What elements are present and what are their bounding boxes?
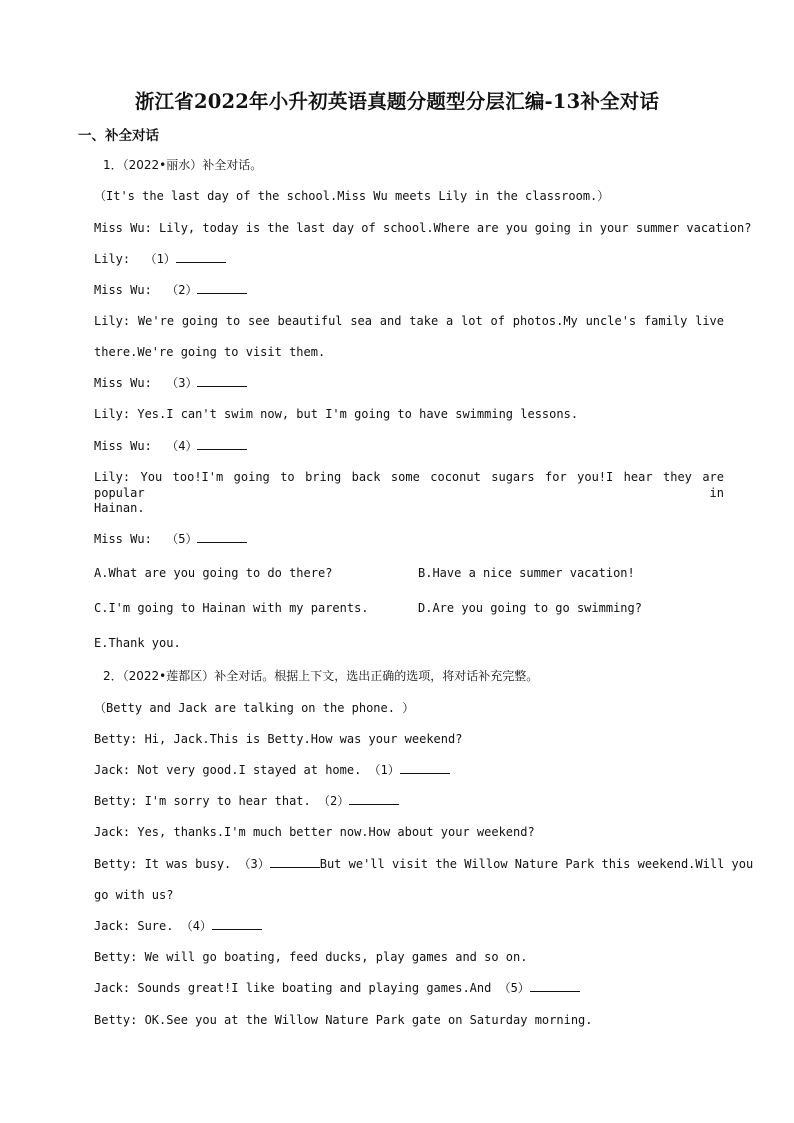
answer-blank[interactable] [400,762,450,774]
q1-option-c: C.I'm going to Hainan with my parents. [94,601,369,615]
section-heading: 一、补全对话 [78,128,159,144]
answer-blank[interactable] [197,438,247,450]
q2-line-3-text: Betty: I'm sorry to hear that. （2） [94,794,350,808]
q1-option-a: A.What are you going to do there? [94,566,333,580]
q2-line-5b: go with us? [94,888,174,902]
q2-line-7: Betty: We will go boating, feed ducks, play games and so on. [94,950,528,964]
q2-line-5a [94,856,754,872]
answer-blank[interactable] [349,793,399,805]
q2-context: （Betty and Jack are talking on the phone. ） [94,701,415,715]
q1-line-2-text: Lily: （1） [94,252,176,266]
q2-line-3 [94,793,724,809]
answer-blank[interactable] [197,531,247,543]
q2-line-8 [94,980,724,996]
q1-line-4b: there.We're going to visit them. [94,345,326,359]
q2-line-5a-text: Betty: It was busy. （3） [94,857,270,871]
q1-line-6: Lily: Yes.I can't swim now, but I'm going to have swimming lessons. [94,407,579,421]
answer-blank[interactable] [197,282,247,294]
q1-line-5-text: Miss Wu: （3） [94,376,198,390]
q1-heading: 1．（2022•丽水）补全对话。 [103,158,263,172]
document-title: 浙江省2022年小升初英语真题分题型分层汇编-13补全对话 [134,90,660,113]
q2-line-9: Betty: OK.See you at the Willow Nature Park gate on Saturday morning. [94,1013,593,1027]
answer-blank[interactable] [197,375,247,387]
q2-line-4: Jack: Yes, thanks.I'm much better now.How about your weekend? [94,825,535,839]
q1-line-3 [94,282,724,298]
q1-line-7-text: Miss Wu: （4） [94,439,198,453]
q1-line-1: Miss Wu: Lily, today is the last day of school.Where are you going in your summer vacation? [94,221,752,235]
answer-blank[interactable] [176,251,226,263]
q1-option-e: E.Thank you. [94,636,181,650]
q1-context: （It's the last day of the school.Miss Wu meets Lily in the classroom.） [94,189,610,203]
q1-line-2 [94,251,724,267]
q2-heading: 2．（2022•莲都区）补全对话。根据上下文，选出正确的选项，将对话补充完整。 [103,669,539,683]
q1-line-7 [94,438,724,454]
q2-line-6-text: Jack: Sure. （4） [94,919,212,933]
q1-option-d: D.Are you going to go swimming? [418,601,642,615]
q1-line-8b: Hainan. [94,501,145,515]
q2-line-8-text: Jack: Sounds great!I like boating and playing games.And （5） [94,981,530,995]
q2-line-2 [94,762,724,778]
q2-line-1: Betty: Hi, Jack.This is Betty.How was your weekend? [94,732,463,746]
q1-option-b: B.Have a nice summer vacation! [418,566,635,580]
answer-blank[interactable] [270,856,320,868]
q2-line-2-text: Jack: Not very good.I stayed at home. （1） [94,763,400,777]
q2-line-6 [94,918,724,934]
q1-line-9-text: Miss Wu: （5） [94,532,198,546]
q1-line-3-text: Miss Wu: （2） [94,283,198,297]
answer-blank[interactable] [530,980,580,992]
q1-line-4a: Lily: We're going to see beautiful sea and take a lot of photos.My uncle's family live [94,314,724,328]
q1-line-5 [94,375,724,391]
answer-blank[interactable] [212,918,262,930]
q2-line-5a-text-post: But we'll visit the Willow Nature Park this weekend.Will you [319,857,754,871]
q1-line-9 [94,531,724,547]
q1-line-8a: Lily: You too!I'm going to bring back some coconut sugars for you!I hear they are popular in [94,470,724,500]
